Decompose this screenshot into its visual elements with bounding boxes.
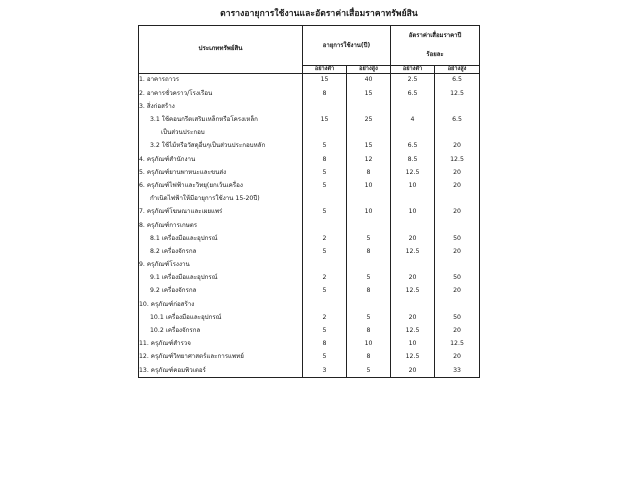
asset-name: 1. อาคารถาวร <box>139 74 303 88</box>
life-max: 10 <box>347 338 391 351</box>
life-min: 2 <box>303 232 347 245</box>
rate-min <box>391 100 435 113</box>
table-row <box>139 140 480 153</box>
life-min: 5 <box>303 245 347 258</box>
rate-min: 10 <box>391 206 435 219</box>
rate-min <box>391 219 435 232</box>
life-max: 5 <box>347 232 391 245</box>
table-row <box>139 272 480 285</box>
rate-max: 20 <box>435 285 480 298</box>
rate-max: 50 <box>435 232 480 245</box>
rate-max: 20 <box>435 180 480 193</box>
asset-name: 6. ครุภัณฑ์ไฟฟ้าและวิทยุ(ยกเว้นเครื่อง <box>139 180 303 193</box>
life-min: 8 <box>303 338 347 351</box>
life-max <box>347 100 391 113</box>
life-max: 8 <box>347 245 391 258</box>
life-max: 15 <box>347 87 391 100</box>
table-row <box>139 364 480 378</box>
asset-name: 9.2 เครื่องจักรกล <box>139 285 303 298</box>
life-max: 10 <box>347 206 391 219</box>
life-max: 12 <box>347 153 391 166</box>
table-row <box>139 338 480 351</box>
table-row <box>139 87 480 100</box>
rate-min: 4 <box>391 114 435 127</box>
rate-max: 12.5 <box>435 338 480 351</box>
asset-name: 5. ครุภัณฑ์ยานพาหนะและขนส่ง <box>139 166 303 179</box>
rate-max: 20 <box>435 325 480 338</box>
life-min: 15 <box>303 114 347 127</box>
table-row <box>139 298 480 311</box>
life-min: 5 <box>303 166 347 179</box>
life-min <box>303 100 347 113</box>
rate-max <box>435 193 480 206</box>
table-row <box>139 311 480 324</box>
rate-max: 12.5 <box>435 87 480 100</box>
asset-name: 8. ครุภัณฑ์การเกษตร <box>139 219 303 232</box>
asset-name: 3.1 ใช้คอนกรีตเสริมเหล็กหรือโครงเหล็ก <box>139 114 303 127</box>
asset-name: 9.1 เครื่องมือและอุปกรณ์ <box>139 272 303 285</box>
rate-max: 6.5 <box>435 74 480 88</box>
rate-min: 20 <box>391 232 435 245</box>
rate-min: 20 <box>391 364 435 378</box>
header-life-max: อย่างสูง <box>347 66 391 74</box>
rate-min: 10 <box>391 180 435 193</box>
asset-name: 10. ครุภัณฑ์ก่อสร้าง <box>139 298 303 311</box>
rate-max <box>435 100 480 113</box>
life-min: 5 <box>303 351 347 364</box>
asset-name: 3.2 ใช้ไม้หรือวัสดุอื่นๆเป็นส่วนประกอบหลัก <box>139 140 303 153</box>
life-min: 8 <box>303 153 347 166</box>
asset-name: 7. ครุภัณฑ์โฆษณาและเผยแพร่ <box>139 206 303 219</box>
rate-min: 20 <box>391 272 435 285</box>
rate-min <box>391 259 435 272</box>
life-min <box>303 298 347 311</box>
table-row <box>139 259 480 272</box>
asset-name: เป็นส่วนประกอบ <box>139 127 303 140</box>
asset-name: 10.1 เครื่องมือและอุปกรณ์ <box>139 311 303 324</box>
table-row <box>139 325 480 338</box>
rate-min: 2.5 <box>391 74 435 88</box>
rate-max: 50 <box>435 311 480 324</box>
life-min: 3 <box>303 364 347 378</box>
life-max <box>347 193 391 206</box>
life-min: 8 <box>303 87 347 100</box>
life-min: 2 <box>303 272 347 285</box>
life-max: 8 <box>347 351 391 364</box>
life-min: 2 <box>303 311 347 324</box>
rate-min: 12.5 <box>391 245 435 258</box>
table-row <box>139 166 480 179</box>
life-min: 5 <box>303 140 347 153</box>
rate-max <box>435 298 480 311</box>
life-max: 10 <box>347 180 391 193</box>
rate-min: 12.5 <box>391 285 435 298</box>
rate-max: 20 <box>435 245 480 258</box>
rate-min: 6.5 <box>391 140 435 153</box>
asset-name: 11. ครุภัณฑ์สำรวจ <box>139 338 303 351</box>
document-title: ตารางอายุการใช้งานและอัตราค่าเสื่อมราคาทรัพย์สิน <box>220 9 418 19</box>
table-row <box>139 193 480 206</box>
life-min: 5 <box>303 206 347 219</box>
table-row <box>139 285 480 298</box>
rate-min: 6.5 <box>391 87 435 100</box>
life-min <box>303 193 347 206</box>
table-row <box>139 245 480 258</box>
rate-max: 20 <box>435 206 480 219</box>
life-max <box>347 219 391 232</box>
table-row <box>139 232 480 245</box>
header-rate-min: อย่างต่ำ <box>391 66 435 74</box>
rate-min <box>391 127 435 140</box>
rate-max: 20 <box>435 166 480 179</box>
life-max: 8 <box>347 285 391 298</box>
header-rate-max: อย่างสูง <box>435 66 480 74</box>
header-rate-line1: อัตราค่าเสื่อมราคาปี <box>391 26 480 46</box>
asset-name: กำเนิดไฟฟ้าให้มีอายุการใช้งาน 15-20ปี) <box>139 193 303 206</box>
rate-min: 20 <box>391 311 435 324</box>
header-useful-life: อายุการใช้งาน(ปี) <box>303 26 391 66</box>
rate-max: 33 <box>435 364 480 378</box>
life-max <box>347 127 391 140</box>
asset-name: 4. ครุภัณฑ์สำนักงาน <box>139 153 303 166</box>
rate-min: 8.5 <box>391 153 435 166</box>
table-row <box>139 74 480 88</box>
rate-min <box>391 298 435 311</box>
header-asset-type: ประเภททรัพย์สิน <box>139 26 303 74</box>
asset-name: 2. อาคารชั่วคราว/โรงเรือน <box>139 87 303 100</box>
rate-min: 10 <box>391 338 435 351</box>
table-row <box>139 219 480 232</box>
life-max: 8 <box>347 166 391 179</box>
life-max: 25 <box>347 114 391 127</box>
asset-name: 3. สิ่งก่อสร้าง <box>139 100 303 113</box>
rate-max: 6.5 <box>435 114 480 127</box>
rate-min: 12.5 <box>391 351 435 364</box>
rate-min <box>391 193 435 206</box>
life-max: 5 <box>347 272 391 285</box>
life-max: 40 <box>347 74 391 88</box>
table-row <box>139 180 480 193</box>
life-max: 8 <box>347 325 391 338</box>
life-max: 5 <box>347 311 391 324</box>
rate-max <box>435 259 480 272</box>
life-min <box>303 259 347 272</box>
header-life-min: อย่างต่ำ <box>303 66 347 74</box>
rate-max <box>435 127 480 140</box>
asset-name: 8.1 เครื่องมือและอุปกรณ์ <box>139 232 303 245</box>
life-min <box>303 219 347 232</box>
rate-max: 20 <box>435 140 480 153</box>
life-max: 5 <box>347 364 391 378</box>
rate-max: 12.5 <box>435 153 480 166</box>
rate-max <box>435 219 480 232</box>
table-row <box>139 114 480 127</box>
life-min: 5 <box>303 285 347 298</box>
depreciation-table <box>138 25 480 378</box>
header-rate-line2: ร้อยละ <box>391 46 480 66</box>
life-min: 15 <box>303 74 347 88</box>
asset-name: 12. ครุภัณฑ์วิทยาศาสตร์และการแพทย์ <box>139 351 303 364</box>
table-row <box>139 153 480 166</box>
asset-name: 9. ครุภัณฑ์โรงงาน <box>139 259 303 272</box>
rate-max: 50 <box>435 272 480 285</box>
rate-min: 12.5 <box>391 325 435 338</box>
asset-name: 10.2 เครื่องจักรกล <box>139 325 303 338</box>
life-max <box>347 259 391 272</box>
asset-name: 8.2 เครื่องจักรกล <box>139 245 303 258</box>
rate-max: 20 <box>435 351 480 364</box>
life-max <box>347 298 391 311</box>
life-min: 5 <box>303 325 347 338</box>
life-max: 15 <box>347 140 391 153</box>
table-row <box>139 206 480 219</box>
life-min: 5 <box>303 180 347 193</box>
rate-min: 12.5 <box>391 166 435 179</box>
table-row <box>139 351 480 364</box>
table-row <box>139 127 480 140</box>
table-row <box>139 100 480 113</box>
life-min <box>303 127 347 140</box>
asset-name: 13. ครุภัณฑ์คอมพิวเตอร์ <box>139 364 303 378</box>
